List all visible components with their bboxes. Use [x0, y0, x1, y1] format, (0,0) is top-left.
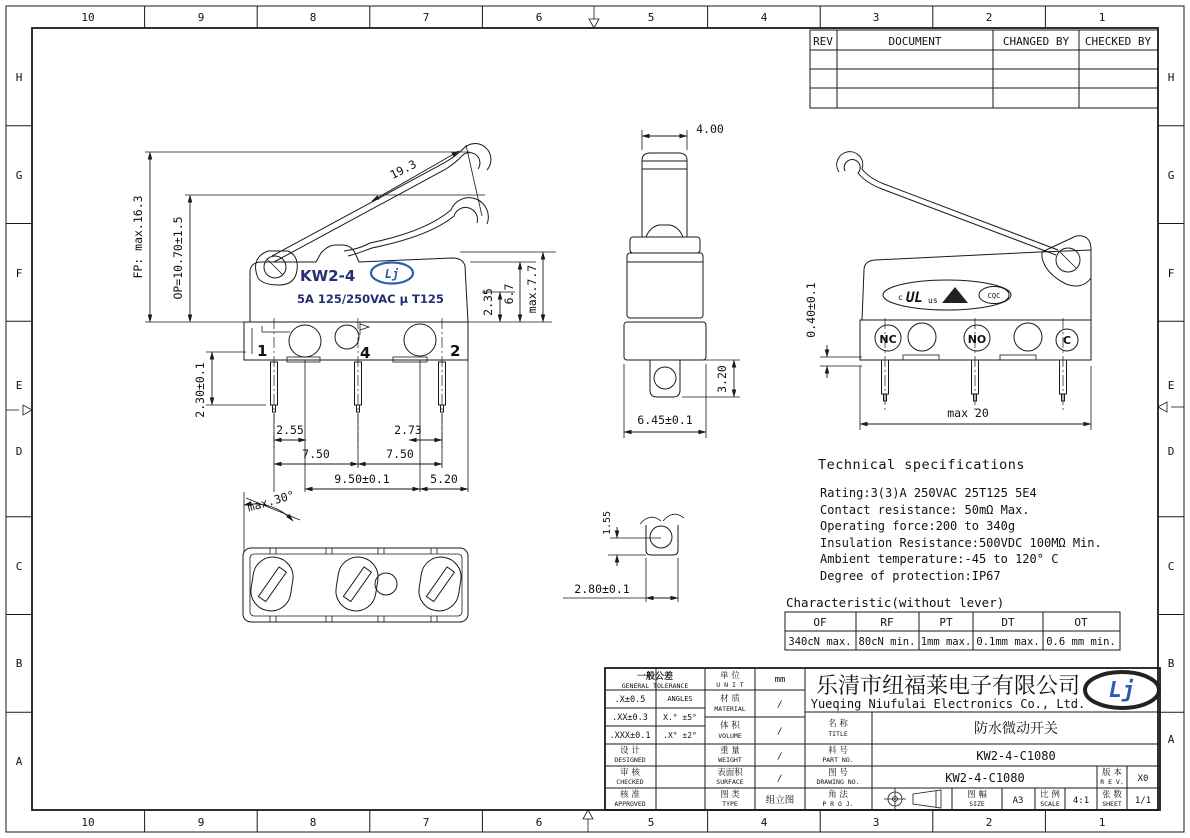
char-value: 80cN min.: [858, 636, 916, 648]
company-logo: [1085, 672, 1159, 708]
dim-body-height: 6.7: [502, 283, 516, 305]
company-header: [811, 672, 1159, 711]
tolerance-cell: X.° ±5°: [663, 713, 697, 722]
grid-col-label: 9: [197, 816, 205, 829]
bottom-view-dimensions: [244, 488, 300, 552]
grid-col-label: 6: [535, 816, 543, 829]
grid-col-label: 5: [647, 11, 655, 24]
char-header: PT: [939, 616, 953, 629]
dim-pitch-right: 7.50: [386, 447, 414, 461]
unit-label-en: U N I T: [716, 681, 744, 689]
dim-lever-length: 19.3: [387, 156, 419, 182]
rev-value: X0: [1137, 774, 1149, 784]
grid-row-label: D: [15, 445, 23, 458]
company-name-en: Yueqing Niufulai Electronics Co., Ltd.: [810, 697, 1086, 711]
ccc-triangle-icon: [942, 287, 968, 303]
spec-line: Ambient temperature:-45 to 120° C: [820, 552, 1059, 566]
drawing-no-label-en: DRAWING NO.: [816, 778, 860, 786]
surface-label-en: SURFACE: [716, 778, 744, 786]
spec-line: Contact resistance: 50mΩ Max.: [820, 503, 1030, 517]
dim-total-height: max.7.7: [525, 264, 539, 314]
weight-label-en: WEIGHT: [718, 756, 742, 764]
volume-label-en: VOLUME: [718, 732, 742, 740]
title-label-en: TITLE: [828, 730, 848, 738]
grid-row-label: A: [15, 755, 23, 768]
part-number: KW2-4-C1080: [976, 749, 1056, 763]
dim-slot-angle: max.30°: [245, 487, 297, 515]
char-value: 340cN max.: [788, 636, 852, 648]
volume-value: /: [777, 727, 783, 737]
cqc-text: CQC: [987, 292, 1001, 300]
grid-col-label: 3: [872, 816, 880, 829]
back-view: [804, 152, 1091, 430]
characteristic-table: [785, 595, 1120, 650]
grid-row-label: F: [1167, 267, 1175, 280]
dim-standoff: 0.40±0.1: [804, 282, 818, 338]
terminal-detail-dimensions: [563, 511, 678, 602]
hinge-bracket: [1042, 236, 1091, 286]
designed-label-cn: 设 计: [620, 746, 640, 756]
title-label-cn: 名 称: [828, 719, 848, 729]
sheet-label-cn: 张 数: [1102, 790, 1122, 800]
char-value: 1mm max.: [920, 636, 972, 648]
rev-label-cn: 版 本: [1102, 768, 1122, 778]
type-label-en: TYPE: [722, 800, 738, 808]
grid-col-label: 10: [81, 816, 95, 829]
dim-span: 9.50±0.1: [334, 472, 390, 486]
tolerance-cell: .X±0.5: [614, 695, 646, 705]
rev-col-header: CHECKED BY: [1084, 35, 1152, 48]
body-logo-text: Lj: [384, 267, 400, 281]
lever-free-position: [272, 144, 491, 262]
company-logo-text: Lj: [1108, 678, 1136, 703]
company-name-cn: 乐清市纽福莱电子有限公司: [815, 674, 1081, 699]
tolerance-cell: .XXX±0.1: [609, 731, 651, 741]
tech-specs: [818, 457, 1102, 583]
spec-line: Insulation Resistance:500VDC 100MΩ Min.: [820, 536, 1102, 550]
dim-terminal-width: 2.80±0.1: [574, 582, 630, 596]
dim-body-width: 6.45±0.1: [637, 413, 693, 427]
grid-col-label: 6: [535, 11, 543, 24]
tolerance-cell: .X° ±2°: [663, 731, 697, 740]
rev-col-header: DOCUMENT: [888, 35, 942, 48]
grid-row-label: G: [1167, 169, 1175, 182]
grid-col-label: 4: [760, 816, 768, 829]
sheet-label-en: SHEET: [1102, 800, 1122, 808]
scale-label-cn: 比 例: [1040, 790, 1060, 800]
rev-col-header: CHANGED BY: [1002, 35, 1070, 48]
rev-col-header: REV: [813, 35, 833, 48]
revision-table: [810, 30, 1158, 108]
proj-label-en: P R O J.: [822, 800, 854, 808]
grid-row-label: A: [1167, 733, 1175, 746]
grid-col-label: 4: [760, 11, 768, 24]
general-tolerance-en: GENERAL TOLERANCE: [621, 682, 689, 690]
grid-row-label: H: [1167, 71, 1175, 84]
weight-value: /: [777, 752, 783, 762]
type-label-cn: 图 类: [720, 790, 740, 800]
checked-label-en: CHECKED: [616, 778, 644, 786]
dim-pin-length: 2.30±0.1: [193, 362, 207, 418]
part-label-en: PART NO.: [822, 756, 854, 764]
grid-ref-bottom: [81, 816, 1105, 829]
checked-label-cn: 审 核: [620, 768, 640, 778]
grid-col-label: 8: [309, 11, 317, 24]
surface-value: /: [777, 774, 783, 784]
dim-offset-right: 2.73: [394, 423, 422, 437]
characteristic-title: Characteristic(without lever): [786, 595, 1005, 610]
char-header: OF: [813, 616, 827, 629]
grid-ref-right: [1168, 71, 1175, 746]
grid-row-label: D: [1167, 445, 1175, 458]
dim-fp: FP: max.16.3: [131, 195, 145, 279]
grid-row-label: B: [15, 657, 23, 670]
dim-pitch-left: 7.50: [302, 447, 330, 461]
spec-line: Rating:3(3)A 250VAC 25T125 5E4: [820, 486, 1037, 500]
dim-pretravel: 2.35: [481, 288, 495, 316]
grid-row-label: B: [1167, 657, 1175, 670]
dim-op: OP=10.70±1.5: [171, 216, 185, 300]
surface-label-cn: 表面积: [717, 768, 743, 778]
char-header: RF: [880, 616, 894, 629]
material-label-cn: 材 质: [720, 694, 740, 704]
grid-ref-left: [16, 71, 23, 768]
tolerance-cell: .XX±0.3: [612, 713, 648, 723]
spec-line: Operating force:200 to 340g: [820, 519, 1016, 533]
switch-base: [244, 322, 468, 362]
model-marking: KW2-4: [300, 267, 356, 285]
type-value: 组立图: [765, 795, 795, 806]
rev-label-en: R E V.: [1100, 778, 1124, 786]
terminal-number: 2: [450, 342, 461, 360]
weight-label-cn: 重 量: [720, 746, 740, 756]
terminal-detail-view: [563, 511, 684, 602]
grid-row-label: C: [1167, 560, 1175, 573]
grid-row-label: E: [1167, 379, 1175, 392]
body-logo: [371, 263, 413, 284]
proj-label-cn: 角 法: [828, 790, 848, 800]
size-label-en: SIZE: [969, 800, 985, 808]
terminal-label-c: C: [1062, 334, 1072, 347]
switch-body: [250, 245, 468, 322]
designed-label-en: DESIGNED: [614, 756, 646, 764]
size-label-cn: 图 幅: [967, 790, 987, 800]
dim-hole-offset: 1.55: [602, 510, 613, 536]
approved-label-cn: 核 准: [620, 790, 640, 800]
terminal-number: 1: [257, 342, 268, 360]
certification-marks: [883, 280, 1011, 310]
projection-symbol-icon: [884, 788, 941, 810]
ul-us-mark: us: [928, 296, 938, 305]
grid-row-label: H: [15, 71, 23, 84]
grid-col-label: 3: [872, 11, 880, 24]
terminal-label-nc: NC: [879, 333, 897, 346]
material-label-en: MATERIAL: [714, 705, 746, 713]
bottom-view: [243, 488, 468, 622]
product-title: 防水微动开关: [974, 721, 1058, 737]
scale-value: 4:1: [1072, 796, 1090, 806]
char-header: OT: [1074, 616, 1088, 629]
grid-row-label: G: [15, 169, 23, 182]
grid-row-label: C: [15, 560, 23, 573]
ul-icon: UL: [906, 290, 923, 306]
unit-value: mm: [774, 675, 786, 685]
ul-c-mark: c: [898, 293, 903, 302]
grid-row-label: F: [15, 267, 23, 280]
char-value: 0.1mm max.: [976, 636, 1040, 648]
grid-col-label: 8: [309, 816, 317, 829]
drawing-no-label-cn: 图 号: [828, 768, 848, 778]
grid-col-label: 7: [422, 816, 430, 829]
char-value: 0.6 mm min.: [1046, 636, 1116, 648]
approved-label-en: APPROVED: [614, 800, 646, 808]
grid-col-label: 1: [1098, 11, 1106, 24]
lever-operating-position: [344, 198, 488, 256]
lever-hooked: [837, 152, 1058, 255]
side-view: [131, 144, 556, 492]
scale-label-en: SCALE: [1040, 800, 1060, 808]
dim-edge: 5.20: [430, 472, 458, 486]
size-value: A3: [1012, 796, 1024, 806]
title-block: [605, 668, 1160, 810]
back-view-dimensions: [804, 282, 1091, 430]
grid-col-label: 10: [81, 11, 95, 24]
sheet-value: 1/1: [1134, 796, 1152, 806]
terminal-number: 4: [360, 344, 371, 362]
spec-line: Degree of protection:IP67: [820, 569, 1001, 583]
part-label-cn: 料 号: [828, 746, 848, 756]
switch-base-back: [860, 320, 1091, 360]
unit-label-cn: 单 位: [720, 671, 740, 681]
dim-terminal-height: 3.20: [715, 365, 729, 393]
drawing-number: KW2-4-C1080: [945, 771, 1025, 785]
dim-offset-left: 2.55: [276, 423, 304, 437]
general-tolerance-cn: 一般公差: [636, 672, 674, 682]
grid-col-label: 1: [1098, 816, 1106, 829]
grid-row-label: E: [15, 379, 23, 392]
volume-label-cn: 体 积: [720, 721, 740, 731]
dim-max-width: max 20: [947, 406, 989, 420]
grid-col-label: 9: [197, 11, 205, 24]
tech-specs-title: Technical specifications: [818, 457, 1026, 473]
front-view: [624, 122, 740, 438]
grid-col-label: 2: [985, 816, 993, 829]
grid-col-label: 2: [985, 11, 993, 24]
grid-ref-top: [81, 11, 1105, 24]
char-header: DT: [1001, 616, 1015, 629]
grid-col-label: 7: [422, 11, 430, 24]
material-value: /: [777, 700, 783, 710]
grid-col-label: 5: [647, 816, 655, 829]
terminal-label-no: NO: [967, 333, 987, 346]
dim-lever-width: 4.00: [696, 122, 724, 136]
switch-body-back: [862, 250, 1091, 320]
tolerance-cell: ANGLES: [667, 695, 693, 703]
rating-marking: 5A 125/250VAC μ T125: [297, 292, 444, 306]
